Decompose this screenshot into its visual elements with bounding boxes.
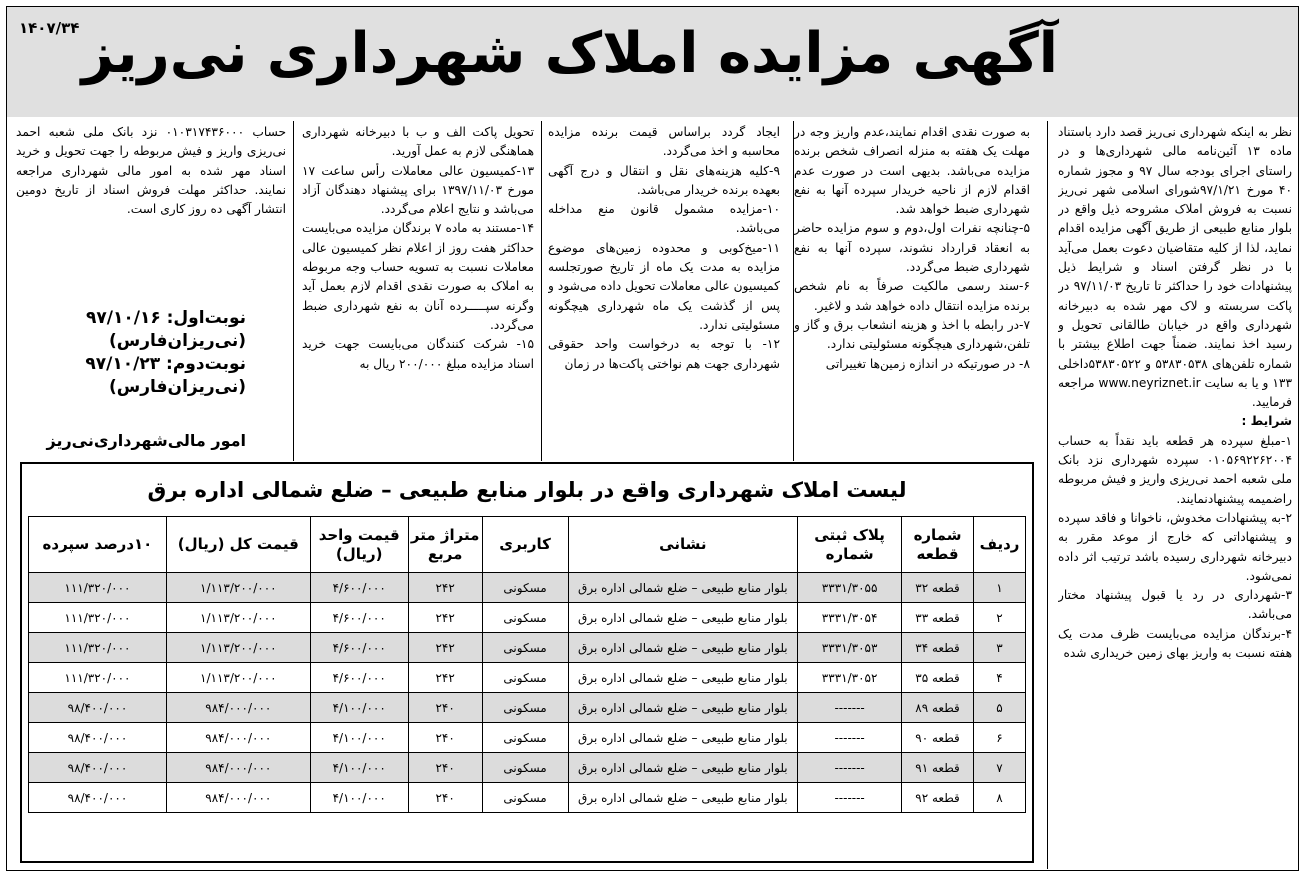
paragraph: ایجاد گردد براساس قیمت برنده مزایده محاسبه و اخذ می‌گردد. bbox=[548, 125, 780, 159]
table-cell: قطعه ۹۰ bbox=[902, 723, 974, 753]
table-title: لیست املاک شهرداری واقع در بلوار منابع طبیعی – ضلع شمالی اداره برق bbox=[147, 478, 907, 502]
paragraph: ۱۴-مستند به ماده ۷ برندگان مزایده می‌بایست حداکثر هفت روز از اعلام نظر کمیسیون عالی معاملات نسبت به تسویه حساب وجه مربوطه به املاک به صورت نقدی اقدام لازم بعمل آید وگرنه سپـــــرده آنان به نفع شهرداری ضبط می‌گردد. bbox=[302, 221, 534, 332]
table-cell: مسکونی bbox=[482, 633, 568, 663]
table-row bbox=[29, 783, 1026, 813]
paragraph: نظر به اینکه شهرداری نی‌ریز قصد دارد باستناد ماده ۱۳ آئین‌نامه مالی شهرداری‌ها و در راستای اجرای بودجه سال ۹۷ و مجوز شماره ۴۰ مورخ ۹۷/۱/۲۱شورای اسلامی شهر نی‌ریز نسبت به فروش املاک مشروحه ذیل واقع در بلوار منابع طبیعی از طریق آگهی مزایده اقدام نماید، لذا از کلیه متقاضیان دعوت بعمل می‌آید با در نظر گرفتن اسناد و شرایط ذیل پیشنهادات خود را حداکثر تا تاریخ ۹۷/۱۱/۰۳ در پاکت سربسته و لاک مهر شده به دبیرخانه شهرداری واقع در خیابان طالقانی تحویل و رسید اخذ نمایند. ضمناً جهت اطلاع بیشتر با شماره تلفن‌های ۵۳۸۳۰۵۳۸ و ۵۳۸۳۰۵۲۲داخلی ۱۳۳ و یا به سایت www.neyriznet.ir مراجعه فرمایید. bbox=[1058, 125, 1292, 410]
table-cell: مسکونی bbox=[482, 573, 568, 603]
paragraph: ۱۰-مزایده مشمول قانون منع مداخله می‌باشد. bbox=[548, 202, 780, 236]
table-cell: ۲۴۲ bbox=[408, 603, 482, 633]
paragraph: ۲-به پیشنهادات مخدوش، ناخوانا و فاقد سپرده و پیشنهاداتی که خارج از موعد مقرر به دبیرخانه شهرداری رسیده باشد ترتیب اثر داده نمی‌شود. bbox=[1058, 510, 1292, 583]
table-cell: ۹۸۴/۰۰۰/۰۰۰ bbox=[166, 723, 310, 753]
paragraph: ۳-شهرداری در رد یا قبول پیشنهاد مختار می‌باشد. bbox=[1058, 588, 1292, 622]
table-cell: ۳۳۳۱/۳۰۵۳ bbox=[798, 633, 902, 663]
column-header: متراژ متر مربع bbox=[408, 517, 482, 573]
paragraph: ۹-کلیه هزینه‌های نقل و انتقال و درج آگهی بعهده برنده خریدار می‌باشد. bbox=[548, 163, 780, 197]
table-cell: ۹۸۴/۰۰۰/۰۰۰ bbox=[166, 783, 310, 813]
table-row bbox=[29, 753, 1026, 783]
table-row bbox=[29, 603, 1026, 633]
table-cell: ۴/۱۰۰/۰۰۰ bbox=[310, 693, 408, 723]
table-cell: مسکونی bbox=[482, 603, 568, 633]
paragraph: حساب ۰۱۰۳۱۷۴۳۶۰۰۰ نزد بانک ملی شعبه احمد نی‌ریزی واریز و فیش مربوطه را جهت تحویل و خرید اسناد مهر شده به امور مالی شهرداری مراجعه نمایند. حداکثر مهلت فروش اسناد از تاریخ دومین انتشار آگهی ده روز کاری است. bbox=[16, 125, 286, 217]
table-cell: ------- bbox=[798, 723, 902, 753]
property-list-box bbox=[20, 462, 1034, 863]
column-header: نشانی bbox=[568, 517, 798, 573]
table-cell: مسکونی bbox=[482, 753, 568, 783]
table-header-row bbox=[29, 517, 1026, 573]
table-cell: بلوار منابع طبیعی – ضلع شمالی اداره برق bbox=[568, 633, 798, 663]
table-row bbox=[29, 723, 1026, 753]
column-header: شماره قطعه bbox=[902, 517, 974, 573]
table-cell: ۴/۱۰۰/۰۰۰ bbox=[310, 723, 408, 753]
column-header: قیمت واحد (ریال) bbox=[310, 517, 408, 573]
table-cell: ۴/۶۰۰/۰۰۰ bbox=[310, 663, 408, 693]
column-divider bbox=[541, 121, 542, 461]
table-cell: ۲۴۰ bbox=[408, 693, 482, 723]
table-cell: ۱/۱۱۳/۲۰۰/۰۰۰ bbox=[166, 573, 310, 603]
table-cell: ۴/۶۰۰/۰۰۰ bbox=[310, 573, 408, 603]
table-cell: مسکونی bbox=[482, 693, 568, 723]
paragraph: ۱-مبلغ سپرده هر قطعه باید نقداً به حساب ۰۱۰۵۶۹۲۲۶۲۰۰۴ سپرده شهرداری نزد بانک ملی شعبه احمد نی‌ریزی واریز و فیش مربوطه راضمیمه پیشنهادنمایند. bbox=[1058, 433, 1292, 506]
table-cell: ۹۸۴/۰۰۰/۰۰۰ bbox=[166, 753, 310, 783]
text-column-4 bbox=[302, 123, 534, 461]
table-cell: ۳۳۳۱/۳۰۵۲ bbox=[798, 663, 902, 693]
column-header: پلاک ثبتی شماره bbox=[798, 517, 902, 573]
table-cell: ۴/۱۰۰/۰۰۰ bbox=[310, 783, 408, 813]
table-cell: ۴/۶۰۰/۰۰۰ bbox=[310, 603, 408, 633]
table-cell: ۴/۱۰۰/۰۰۰ bbox=[310, 753, 408, 783]
table-row bbox=[29, 633, 1026, 663]
table-cell: ۲۴۲ bbox=[408, 663, 482, 693]
table-cell: ۲ bbox=[974, 603, 1026, 633]
table-cell: بلوار منابع طبیعی – ضلع شمالی اداره برق bbox=[568, 783, 798, 813]
table-row bbox=[29, 663, 1026, 693]
publication-schedule bbox=[16, 307, 246, 399]
table-cell: بلوار منابع طبیعی – ضلع شمالی اداره برق bbox=[568, 723, 798, 753]
column-header: قیمت کل (ریال) bbox=[166, 517, 310, 573]
paragraph: ۱۲- با توجه به درخواست واحد حقوقی شهرداری جهت هم نواختی پاکت‌ها در زمان bbox=[548, 337, 780, 371]
table-cell: بلوار منابع طبیعی – ضلع شمالی اداره برق bbox=[568, 753, 798, 783]
table-cell: ------- bbox=[798, 693, 902, 723]
table-cell: ۶ bbox=[974, 723, 1026, 753]
text-column-5 bbox=[16, 123, 286, 303]
table-cell: ------- bbox=[798, 753, 902, 783]
ad-page bbox=[6, 6, 1299, 871]
table-cell: ۱۱۱/۳۲۰/۰۰۰ bbox=[29, 603, 167, 633]
table-cell: قطعه ۳۲ bbox=[902, 573, 974, 603]
second-publication: نوبت‌دوم: ۹۷/۱۰/۲۳ bbox=[85, 354, 246, 374]
paragraph: ۱۱-میخ‌کوبی و محدوده زمین‌های موضوع مزایده به مدت یک ماه از تاریخ صورتجلسه کمیسیون عالی معاملات تحویل داده می‌شود و پس از گذشت یک ماه شهرداری هیچگونه مسئولیتی ندارد. bbox=[548, 240, 780, 332]
table-cell: قطعه ۸۹ bbox=[902, 693, 974, 723]
table-cell: مسکونی bbox=[482, 723, 568, 753]
paragraph: ۷-در رابطه با اخذ و هزینه انشعاب برق و گاز و تلفن،شهرداری هیچگونه مسئولیتی ندارد. bbox=[794, 317, 1030, 352]
column-divider bbox=[1047, 121, 1048, 869]
table-cell: ۹۸/۴۰۰/۰۰۰ bbox=[29, 693, 167, 723]
page-title: آگهی مزایده املاک شهرداری نی‌ریز bbox=[81, 21, 1058, 86]
signature: امور مالی‌شهرداری‌نی‌ریز bbox=[46, 431, 246, 450]
first-publication: نوبت‌اول: ۹۷/۱۰/۱۶ bbox=[86, 308, 246, 328]
table-cell: ۱۱۱/۳۲۰/۰۰۰ bbox=[29, 573, 167, 603]
table-cell: بلوار منابع طبیعی – ضلع شمالی اداره برق bbox=[568, 573, 798, 603]
paragraph: ۴-برندگان مزایده می‌بایست ظرف مدت یک هفته نسبت به واریز بهای زمین خریداری شده bbox=[1058, 626, 1292, 661]
paragraph: تحویل پاکت الف و ب با دبیرخانه شهرداری هماهنگی لازم به عمل آورید. bbox=[302, 125, 534, 159]
paragraph: ۱۳-کمیسیون عالی معاملات رأس ساعت ۱۷ مورخ ۱۳۹۷/۱۱/۰۳ برای پیشنهاد دهندگان آزاد می‌باشد و نتایج اعلام می‌گردد. bbox=[302, 163, 534, 217]
column-header: کاربری bbox=[482, 517, 568, 573]
conditions-heading: شرایط : bbox=[1241, 414, 1292, 429]
header-banner bbox=[7, 7, 1298, 117]
column-header: ردیف bbox=[974, 517, 1026, 573]
table-cell: ۹۸/۴۰۰/۰۰۰ bbox=[29, 753, 167, 783]
table-row bbox=[29, 573, 1026, 603]
table-cell: ۳ bbox=[974, 633, 1026, 663]
paragraph: ۸- در صورتیکه در اندازه زمین‌ها تغییراتی bbox=[825, 356, 1030, 371]
table-cell: ۱/۱۱۳/۲۰۰/۰۰۰ bbox=[166, 633, 310, 663]
table-cell: قطعه ۹۲ bbox=[902, 783, 974, 813]
text-column-3 bbox=[548, 123, 780, 461]
table-cell: ۱ bbox=[974, 573, 1026, 603]
table-cell: ۵ bbox=[974, 693, 1026, 723]
table-cell: قطعه ۳۴ bbox=[902, 633, 974, 663]
table-cell: ۱/۱۱۳/۲۰۰/۰۰۰ bbox=[166, 603, 310, 633]
paragraph: ۱۵- شرکت کنندگان می‌بایست جهت خرید اسناد مزایده مبلغ ۲۰۰/۰۰۰ ریال به bbox=[302, 337, 534, 371]
table-cell: بلوار منابع طبیعی – ضلع شمالی اداره برق bbox=[568, 693, 798, 723]
table-cell: ۹۸/۴۰۰/۰۰۰ bbox=[29, 783, 167, 813]
column-divider bbox=[293, 121, 294, 461]
table-cell: مسکونی bbox=[482, 783, 568, 813]
text-column-2 bbox=[794, 123, 1030, 461]
table-cell: ۱۱۱/۳۲۰/۰۰۰ bbox=[29, 663, 167, 693]
table-cell: ۳۳۳۱/۳۰۵۴ bbox=[798, 603, 902, 633]
table-cell: ۲۴۰ bbox=[408, 783, 482, 813]
table-cell: ۲۴۲ bbox=[408, 573, 482, 603]
ad-number: ۱۴۰۷/۳۴ bbox=[19, 19, 80, 37]
paragraph: به صورت نقدی اقدام نمایند،عدم واریز وجه در مهلت یک هفته به منزله انصراف شخص برنده مزایده می‌باشد. بدیهی است در صورت عدم اقدام لازم از ناحیه خریدار سپرده آنها به نفع شهرداری ضبط خواهد شد. bbox=[794, 125, 1030, 217]
table-row bbox=[29, 693, 1026, 723]
first-publication-paper: (نی‌ریزان‌فارس) bbox=[109, 331, 246, 351]
table-cell: ۲۴۰ bbox=[408, 753, 482, 783]
text-column-1 bbox=[1058, 123, 1292, 868]
paragraph: ۵-چنانچه نفرات اول،دوم و سوم مزایده حاضر به انعقاد قرارداد نشوند، سپرده آنها به نفع شهرداری ضبط می‌گردد. bbox=[794, 221, 1030, 275]
table-cell: ۲۴۲ bbox=[408, 633, 482, 663]
table-cell: ۳۳۳۱/۳۰۵۵ bbox=[798, 573, 902, 603]
table-cell: قطعه ۹۱ bbox=[902, 753, 974, 783]
table-cell: ۴/۶۰۰/۰۰۰ bbox=[310, 633, 408, 663]
table-cell: ۹۸۴/۰۰۰/۰۰۰ bbox=[166, 693, 310, 723]
second-publication-paper: (نی‌ریزان‌فارس) bbox=[109, 377, 246, 397]
table-cell: ۲۴۰ bbox=[408, 723, 482, 753]
column-header: ۱۰درصد سپرده bbox=[29, 517, 167, 573]
table-cell: قطعه ۳۵ bbox=[902, 663, 974, 693]
table-cell: قطعه ۳۳ bbox=[902, 603, 974, 633]
table-cell: ۴ bbox=[974, 663, 1026, 693]
paragraph: ۶-سند رسمی مالکیت صرفاً به نام شخص برنده مزایده انتقال داده خواهد شد و لاغیر. bbox=[794, 279, 1030, 313]
table-cell: ۱۱۱/۳۲۰/۰۰۰ bbox=[29, 633, 167, 663]
table-cell: بلوار منابع طبیعی – ضلع شمالی اداره برق bbox=[568, 663, 798, 693]
table-cell: ۱/۱۱۳/۲۰۰/۰۰۰ bbox=[166, 663, 310, 693]
property-table bbox=[28, 516, 1026, 813]
column-divider bbox=[793, 121, 794, 461]
table-cell: بلوار منابع طبیعی – ضلع شمالی اداره برق bbox=[568, 603, 798, 633]
table-cell: ------- bbox=[798, 783, 902, 813]
table-cell: ۷ bbox=[974, 753, 1026, 783]
table-cell: ۸ bbox=[974, 783, 1026, 813]
table-cell: مسکونی bbox=[482, 663, 568, 693]
table-cell: ۹۸/۴۰۰/۰۰۰ bbox=[29, 723, 167, 753]
